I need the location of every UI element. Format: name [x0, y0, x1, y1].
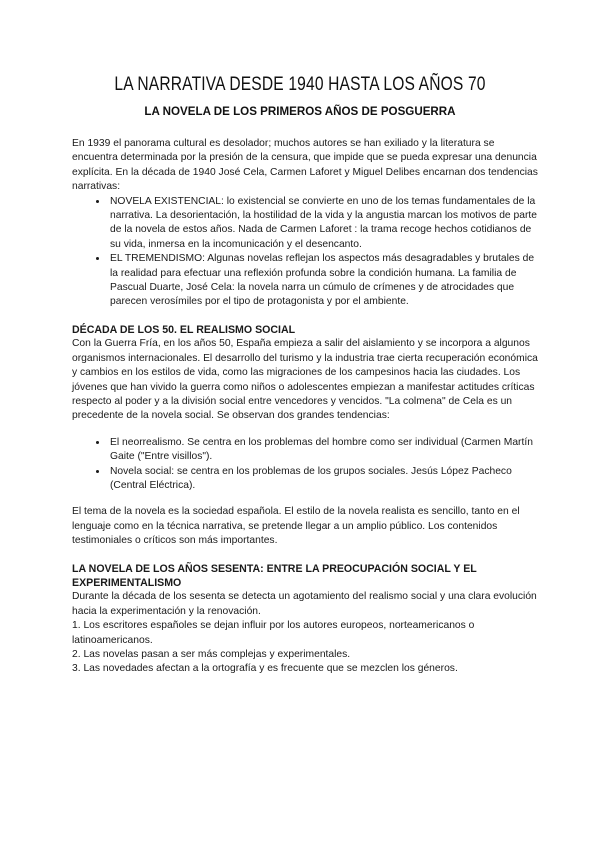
- document-subtitle: LA NOVELA DE LOS PRIMEROS AÑOS DE POSGUERRA: [144, 105, 456, 118]
- bullet-tremendismo: • EL TREMENDISMO: Algunas novelas reflejan los aspectos más desagradables y brutales de la realidad para efectuar una reflexión profunda sobre la condición humana. La familia de Pascual Duarte, José Cela: la novela narra un cúmulo de crímenes y de atrocidades que parecen verosímiles por el tipo de protagonista y por el ambiente.: [108, 252, 538, 310]
- section-realismo-social-intro: Con la Guerra Fría, en los años 50, España empieza a salir del aislamiento y se incorpora a algunos organismos internacionales. El desarrollo del turismo y la industria trae cierta recuperación económica y cambios en los estilos de vida, como las migraciones de los campesinos hacia las ciudades. Los jóvenes que han vivido la guerra como niños o adolescentes empiezan a manifestar actitudes críticas respecto al poder y a la división social entre vencedores y vencidos. "La colmena" de Cela es un precedente de la novela social. Se observan dos grandes tendencias:: [72, 338, 538, 422]
- section-sesenta: [72, 562, 538, 677]
- numbered-point-2: 2. Las novelas pasan a ser más complejas y experimentales.: [72, 649, 351, 660]
- bullet-novela-existencial: • NOVELA EXISTENCIAL: lo existencial se convierte en uno de los temas fundamentales de la narrativa. La desorientación, la hostilidad de la vida y la angustia marcan los motivos de parte de la novela de estos años. Nada de Carmen Laforet : la trama recoge hechos cotidianos de su vida, inmersa en la incomunicación y el desencanto.: [108, 195, 538, 253]
- document-title: LA NARRATIVA DESDE 1940 HASTA LOS AÑOS 70: [114, 74, 486, 95]
- document-body: [72, 137, 538, 677]
- bullet-novela-social: • Novela social: se centra en los problemas de los grupos sociales. Jesús López Pacheco (Central Eléctrica).: [108, 465, 538, 494]
- section-postwar-list: [72, 195, 538, 310]
- section-sesenta-heading: LA NOVELA DE LOS AÑOS SESENTA: ENTRE LA PREOCUPACIÓN SOCIAL Y EL EXPERIMENTALISMO: [72, 562, 477, 589]
- section-sesenta-intro: Durante la década de los sesenta se detecta un agotamiento del realismo social y una clara evolución hacia la experimentación y la renovación.: [72, 591, 537, 617]
- section-realismo-social: [72, 323, 538, 549]
- section-postwar-intro: En 1939 el panorama cultural es desolador; muchos autores se han exiliado y la literatura se encuentra determinada por la presión de la censura, que impide que se pueda expresar una denuncia explícita. En la década de 1940 José Cela, Carmen Laforet y Miguel Delibes encarnan dos tendencias narrativas:: [72, 138, 538, 193]
- numbered-point-3: 3. Las novedades afectan a la ortografía y es frecuente que se mezclen los géneros.: [72, 663, 458, 675]
- section-realismo-social-closing: El tema de la novela es la sociedad española. El estilo de la novela realista es sencillo, tanto en el lenguaje como en la técnica narrativa, se pretende llegar a un amplio público. Los contenidos testimoniales o críticos son más importantes.: [72, 506, 520, 547]
- section-realismo-social-list: [72, 436, 538, 494]
- bullet-neorrealismo: • El neorrealismo. Se centra en los problemas del hombre como ser individual (Carmen Martín Gaite ("Entre visillos").: [108, 436, 538, 465]
- section-realismo-social-heading: DÉCADA DE LOS 50. EL REALISMO SOCIAL: [72, 323, 296, 336]
- numbered-point-1: 1. Los escritores españoles se dejan influir por los autores europeos, norteamericanos o latinoamericanos.: [72, 620, 475, 646]
- section-postwar: [72, 137, 538, 310]
